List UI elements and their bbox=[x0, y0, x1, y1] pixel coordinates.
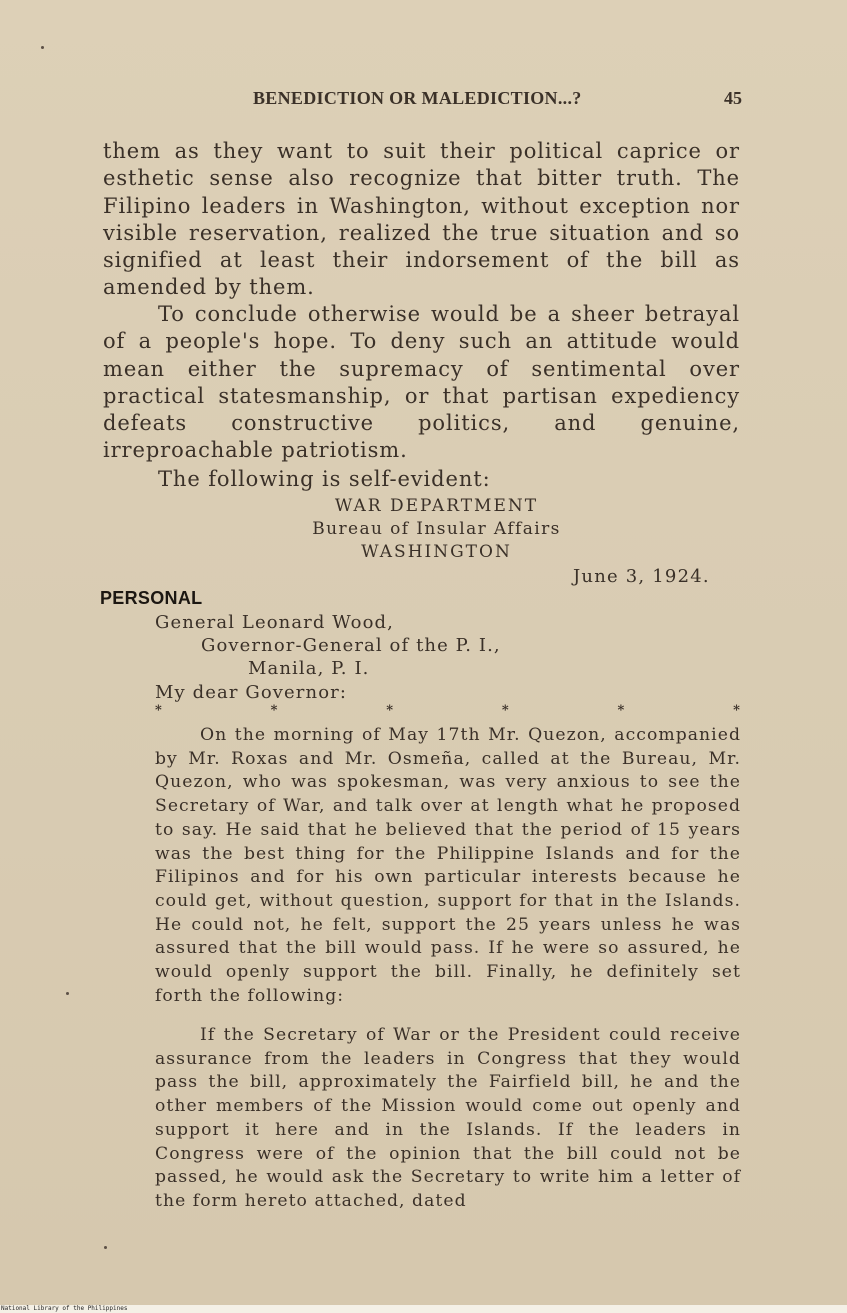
letterhead-bureau: Bureau of Insular Affairs bbox=[312, 519, 561, 539]
page-header bbox=[0, 88, 847, 114]
star-glyph: * bbox=[386, 703, 394, 718]
star-glyph: * bbox=[617, 703, 625, 718]
star-glyph: * bbox=[155, 703, 162, 718]
letterhead-city: WASHINGTON bbox=[361, 542, 512, 562]
ellipsis-stars bbox=[155, 703, 740, 718]
addressee-name: General Leonard Wood, bbox=[155, 612, 395, 633]
running-title: BENEDICTION OR MALEDICTION...? bbox=[253, 88, 582, 108]
paper-speck bbox=[41, 46, 44, 49]
addressee-title: Governor-General of the P. I., bbox=[201, 635, 501, 656]
star-glyph: * bbox=[733, 703, 740, 718]
personal-marking: PERSONAL bbox=[100, 588, 203, 608]
library-credit: National Library of the Philippines bbox=[0, 1305, 847, 1313]
addressee-location: Manila, P. I. bbox=[248, 658, 370, 679]
page-number: 45 bbox=[724, 88, 742, 108]
body-paragraph-1: them as they want to suit their political caprice or esthetic sense also recognize that bitter truth. The Filipino leaders in Washington, without exception nor visible reservation, realized the true situation and so signified at least their indorsement of the bill as amended by them. bbox=[103, 139, 740, 300]
paper-speck bbox=[104, 1246, 107, 1249]
letter-date: June 3, 1924. bbox=[573, 566, 710, 587]
letterhead-department: WAR DEPARTMENT bbox=[334, 496, 539, 516]
body-paragraph-3: The following is self-evident: bbox=[158, 467, 491, 491]
body-paragraph-2: To conclude otherwise would be a sheer betrayal of a people's hope. To deny such an attitude would mean either the supremacy of sentimental over practical statesmanship, or that partisan expediency defeats constructive politics, and genuine, irreproachable patriotism. bbox=[103, 302, 740, 463]
star-glyph: * bbox=[270, 703, 278, 718]
star-glyph: * bbox=[501, 703, 509, 718]
letter-paragraph-2: If the Secretary of War or the President could receive assurance from the leaders in Congress that they would pass the bill, approximately the Fairfield bill, he and the other members of the Mission would come out openly and support it here and in the Islands. If the leaders in Congress were of the opinion that the bill could not be passed, he would ask the Secretary to write him a letter of the form hereto attached, dated bbox=[155, 1025, 741, 1211]
letter-salutation: My dear Governor: bbox=[155, 682, 347, 703]
paper-speck bbox=[66, 992, 69, 995]
letter-paragraph-1: On the morning of May 17th Mr. Quezon, accompanied by Mr. Roxas and Mr. Osmeña, called at the Bureau, Mr. Quezon, who was spokesman, was very anxious to see the Secretary of War, and talk over at length what he proposed to say. He said that he believed that the period of 15 years was the best thing for the Philippine Islands and for the Filipinos and for his own particular interests because he could get, without question, support for that in the Islands. He could not, he felt, support the 25 years unless he was assured that the bill would pass. If he were so assured, he would openly support the bill. Finally, he definitely set forth the following: bbox=[155, 725, 741, 1006]
